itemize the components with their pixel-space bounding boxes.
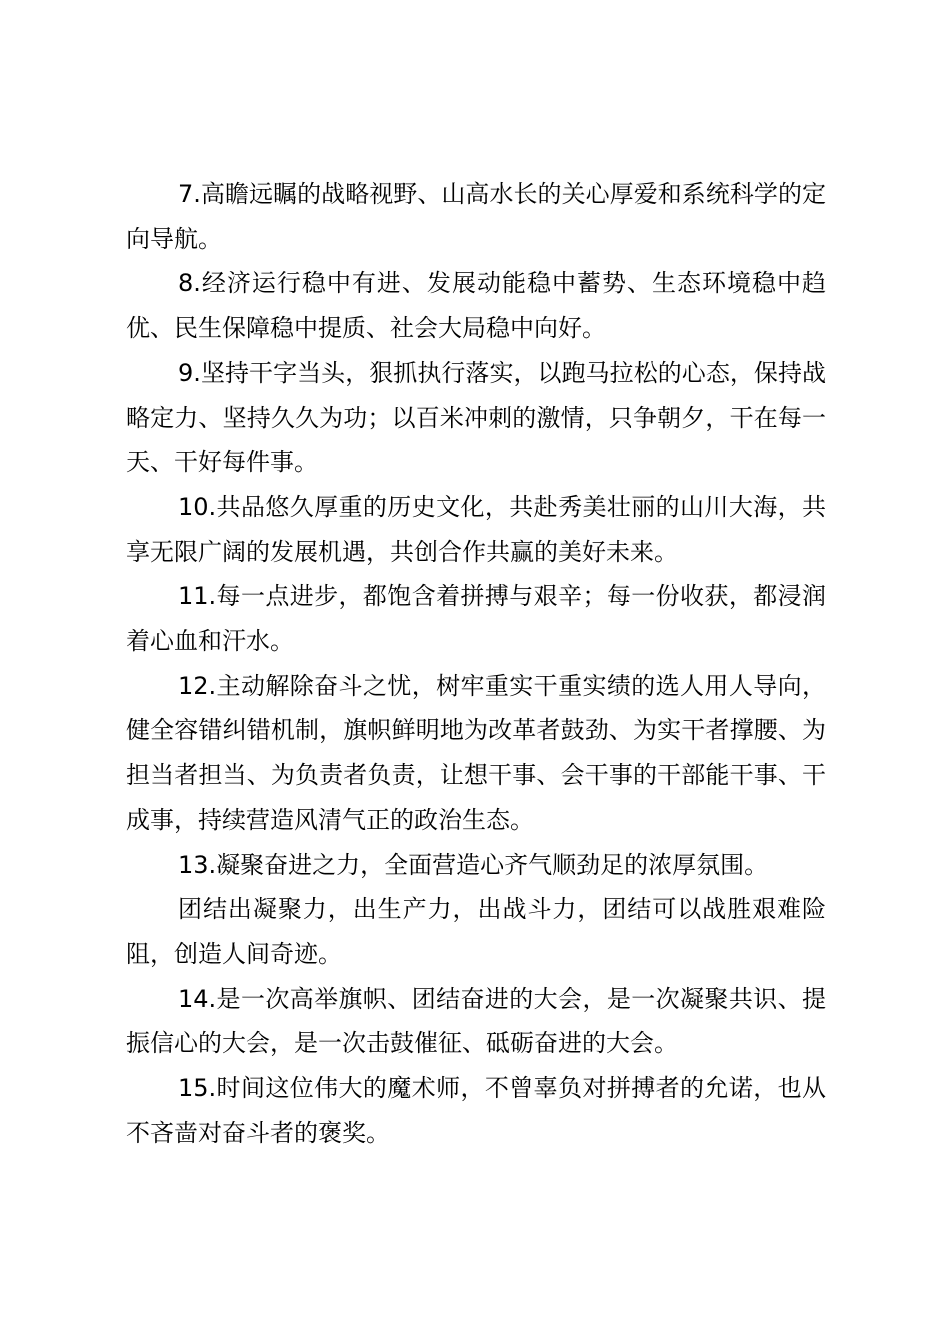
paragraph-9: 9.坚持干字当头，狠抓执行落实，以跑马拉松的心态，保持战略定力、坚持久久为功；以百米冲刺的激情，只争朝夕，干在每一天、干好每件事。 [126, 358, 826, 477]
paragraph-11: 11.每一点进步，都饱含着拼搏与艰辛；每一份收获，都浸润着心血和汗水。 [126, 582, 826, 656]
paragraph-10: 10.共品悠久厚重的历史文化，共赴秀美壮丽的山川大海，共享无限广阔的发展机遇，共创合作共赢的美好未来。 [126, 492, 826, 566]
paragraph-14: 14.是一次高举旗帜、团结奋进的大会，是一次凝聚共识、提振信心的大会，是一次击鼓催征、砥砺奋进的大会。 [126, 984, 826, 1058]
document-body [126, 172, 826, 1155]
paragraph-13: 13.凝聚奋进之力，全面营造心齐气顺劲足的浓厚氛围。 [178, 850, 769, 879]
paragraph-unity: 团结出凝聚力，出生产力，出战斗力，团结可以战胜艰难险阻，创造人间奇迹。 [126, 895, 826, 968]
paragraph-12: 12.主动解除奋斗之忧，树牢重实干重实绩的选人用人导向，健全容错纠错机制，旗帜鲜明地为改革者鼓劲、为实干者撑腰、为担当者担当、为负责者负责，让想干事、会干事的干部能干事、干成事，持续营造风清气正的政治生态。 [126, 671, 826, 834]
paragraph-15: 15.时间这位伟大的魔术师，不曾辜负对拼搏者的允诺，也从不吝啬对奋斗者的褒奖。 [126, 1074, 826, 1147]
paragraph-8: 8.经济运行稳中有进、发展动能稳中蓄势、生态环境稳中趋优、民生保障稳中提质、社会大局稳中向好。 [126, 269, 826, 343]
paragraph-7: 7.高瞻远瞩的战略视野、山高水长的关心厚爱和系统科学的定向导航。 [126, 180, 826, 253]
